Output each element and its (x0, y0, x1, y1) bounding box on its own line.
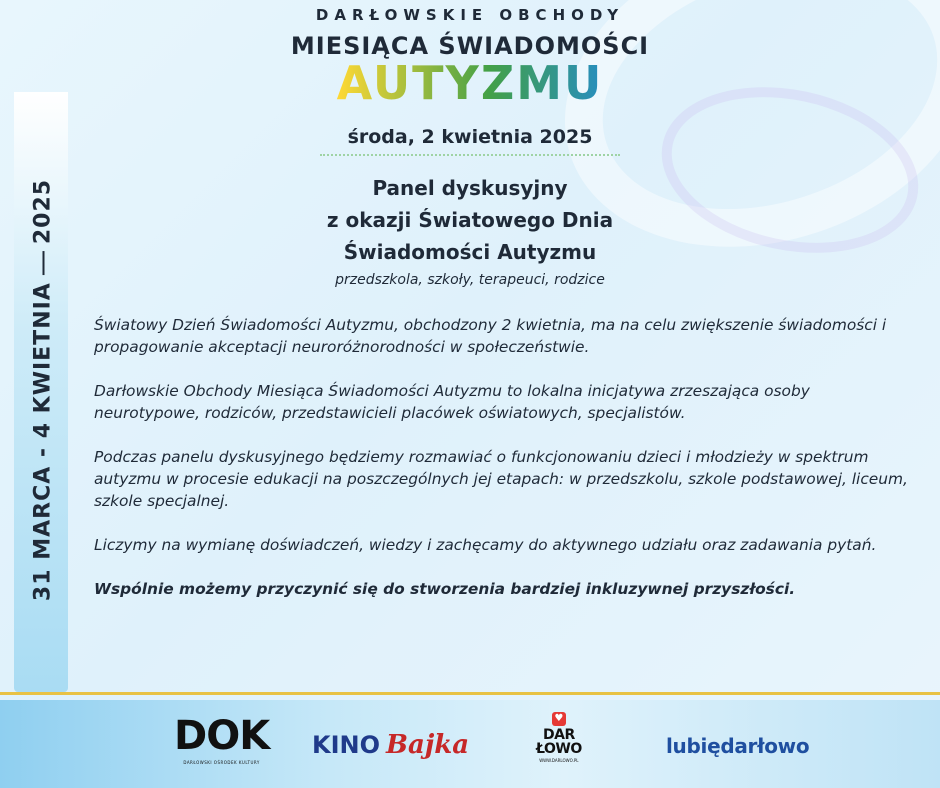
lubiedarlowo-logo (666, 734, 809, 758)
side-separator (42, 251, 44, 275)
header (0, 6, 940, 110)
kino-bajka-logo (312, 730, 469, 760)
darlowo-logo-line1: DAR (543, 727, 575, 743)
bajka-logo-text: Bajka (386, 730, 470, 760)
event-audience: przedszkola, szkoły, terapeuci, rodzice (335, 272, 605, 288)
darlowo-logo-url: WWW.DARLOWO.PL (539, 758, 579, 763)
event-description (94, 314, 914, 622)
event-date: środa, 2 kwietnia 2025 (320, 126, 620, 156)
paragraph-5: Wspólnie możemy przyczynić się do stworzenia bardziej inkluzywnej przyszłości. (94, 580, 796, 598)
side-dates: 31 MARCA - 4 KWIETNIA (30, 282, 56, 602)
darlowo-logo-line2: ŁOWO (536, 741, 582, 757)
lubiedarlowo-logo-text: lubiędarłowo (666, 734, 810, 758)
event-title-line1: Panel dyskusyjny (372, 176, 568, 200)
side-date-label (31, 179, 56, 601)
header-title: MIESIĄCA ŚWIADOMOŚCI (290, 32, 650, 60)
kino-logo-text: KINO (312, 731, 381, 759)
paragraph-4: Liczymy na wymianę doświadczeń, wiedzy i zachęcamy do aktywnego udziału oraz zadawania pytań. (94, 536, 877, 554)
side-year: 2025 (30, 178, 56, 245)
dok-logo-subtext: DARŁOWSKI OŚRODEK KULTURY (183, 760, 260, 765)
event-title (230, 172, 710, 268)
dok-logo-text: DOK (174, 713, 270, 759)
header-highlight: AUTYZMU (0, 60, 940, 106)
paragraph-1: Światowy Dzień Świadomości Autyzmu, obchodzony 2 kwietnia, ma na celu zwiększenie świadomości i propagowanie akceptacji neuroróżnorodności w społeczeństwie. (94, 316, 887, 356)
event-title-line3: Świadomości Autyzmu (343, 240, 597, 264)
dok-logo (174, 713, 270, 765)
header-subtitle: DARŁOWSKIE OBCHODY (315, 6, 625, 24)
paragraph-2: Darłowskie Obchody Miesiąca Świadomości Autyzmu to lokalna inicjatywa zrzeszająca osoby neurotypowe, rodziców, przedstawicieli placówek oświatowych, specjalistów. (94, 382, 810, 422)
darlowo-logo (536, 712, 582, 763)
footer-divider (0, 692, 940, 695)
heart-icon: ♥ (552, 712, 566, 726)
event-title-line2: z okazji Światowego Dnia (326, 208, 614, 232)
paragraph-3: Podczas panelu dyskusyjnego będziemy rozmawiać o funkcjonowaniu dzieci i młodzieży w spektrum autyzmu w procesie edukacji na poszczególnych jej etapach: w przedszkolu, szkole podstawowej, liceum, szkole specjalnej. (94, 448, 908, 510)
